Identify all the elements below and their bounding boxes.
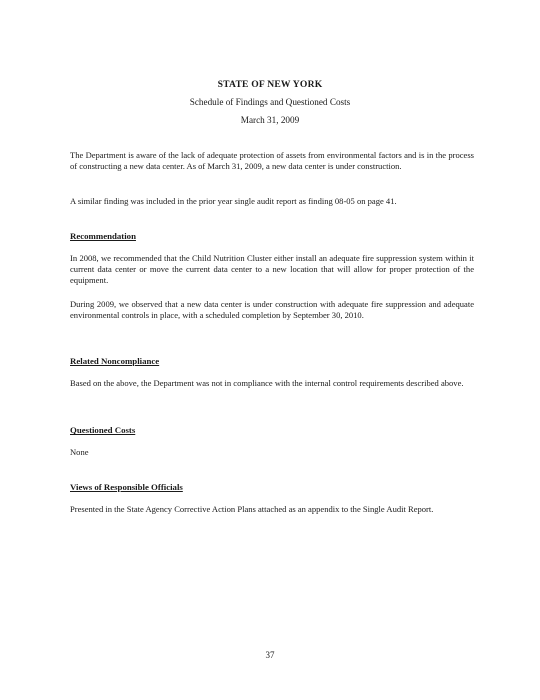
questioned-costs-heading: Questioned Costs: [70, 425, 136, 435]
views-heading: Views of Responsible Officials: [70, 482, 183, 492]
document-title: STATE OF NEW YORK: [217, 79, 323, 90]
questioned-costs-paragraph: None: [70, 447, 89, 457]
intro-paragraph-1: The Department is aware of the lack of adequate protection of assets from environmental factors and is in the process of constructing a new data center. As of March 31, 2009, a new data center is under construction.: [70, 150, 474, 171]
recommendation-heading: Recommendation: [70, 231, 136, 241]
related-noncompliance-heading: Related Noncompliance: [70, 356, 160, 366]
recommendation-paragraph-2: During 2009, we observed that a new data center is under construction with adequate fire suppression and adequate environmental controls in place, with a scheduled completion by September 30, 2010.: [70, 299, 474, 320]
related-noncompliance-paragraph: Based on the above, the Department was not in compliance with the internal control requirements described above.: [70, 378, 464, 388]
recommendation-paragraph-1: In 2008, we recommended that the Child Nutrition Cluster either install an adequate fire suppression system within it current data center or move the current data center to a new location that will allow for proper protection of the equipment.: [70, 253, 474, 285]
views-paragraph: Presented in the State Agency Corrective Action Plans attached as an appendix to the Single Audit Report.: [70, 504, 434, 514]
page-number: 37: [265, 650, 275, 660]
intro-paragraph-2: A similar finding was included in the prior year single audit report as finding 08-05 on page 41.: [70, 196, 397, 206]
document-subtitle: Schedule of Findings and Questioned Costs: [189, 97, 351, 107]
document-date: March 31, 2009: [240, 115, 300, 125]
